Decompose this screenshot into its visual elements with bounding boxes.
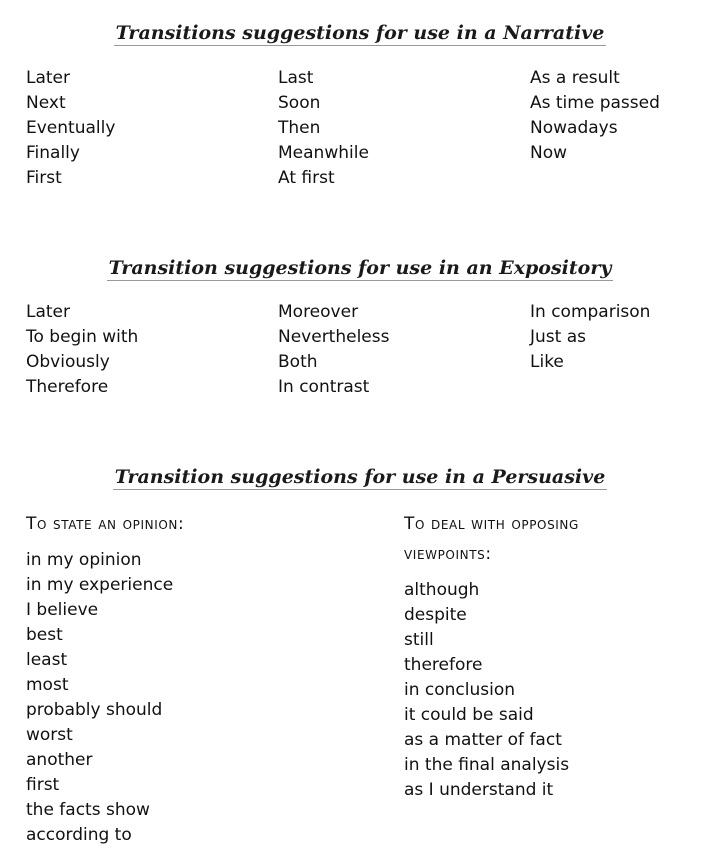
- list-item: Last: [278, 68, 314, 88]
- list-item: Next: [26, 93, 66, 113]
- list-item: Nevertheless: [278, 327, 390, 347]
- list-item: in my experience: [26, 575, 174, 595]
- list-item: the facts show: [26, 800, 150, 820]
- list-item: probably should: [26, 700, 163, 720]
- list-item: Eventually: [26, 118, 116, 138]
- list-item: Nowadays: [530, 118, 618, 138]
- list-item: in conclusion: [404, 680, 516, 700]
- opinion-list: [26, 548, 173, 848]
- list-item: as a matter of fact: [404, 730, 562, 750]
- list-item: first: [26, 775, 60, 795]
- list-item: in the final analysis: [404, 755, 570, 775]
- opposing-subheading: [404, 509, 579, 569]
- expository-heading-text: Transition suggestions for use in an Expository: [108, 257, 612, 279]
- list-item: worst: [26, 725, 73, 745]
- opinion-subheading: To state an opinion:: [26, 514, 185, 534]
- list-item: In comparison: [530, 302, 651, 322]
- narrative-column-3: [530, 66, 660, 166]
- list-item: best: [26, 625, 63, 645]
- list-item: Then: [278, 118, 321, 138]
- persuasive-heading: [0, 466, 720, 490]
- list-item: In contrast: [278, 377, 370, 397]
- list-item: despite: [404, 605, 467, 625]
- expository-column-2: [278, 300, 389, 400]
- list-item: Finally: [26, 143, 80, 163]
- narrative-heading-text: Transitions suggestions for use in a Narrative: [115, 22, 605, 44]
- list-item: Both: [278, 352, 318, 372]
- list-item: Later: [26, 302, 71, 322]
- list-item: At first: [278, 168, 335, 188]
- list-item: First: [26, 168, 62, 188]
- opposing-list: [404, 578, 569, 803]
- list-item: Meanwhile: [278, 143, 369, 163]
- expository-column-3: [530, 300, 650, 375]
- list-item: Like: [530, 352, 564, 372]
- list-item: As a result: [530, 68, 620, 88]
- list-item: as I understand it: [404, 780, 554, 800]
- list-item: therefore: [404, 655, 483, 675]
- narrative-column-1: [26, 66, 115, 191]
- list-item: still: [404, 630, 434, 650]
- list-item: in my opinion: [26, 550, 142, 570]
- expository-heading: [0, 257, 720, 281]
- list-item: most: [26, 675, 69, 695]
- list-item: Just as: [530, 327, 586, 347]
- persuasive-heading-text: Transition suggestions for use in a Persuasive: [114, 466, 606, 488]
- list-item: Later: [26, 68, 71, 88]
- list-item: Therefore: [26, 377, 109, 397]
- list-item: Obviously: [26, 352, 110, 372]
- opposing-subheading-line-2: viewpoints:: [404, 544, 492, 564]
- list-item: another: [26, 750, 93, 770]
- narrative-heading: [0, 22, 720, 46]
- list-item: To begin with: [26, 327, 139, 347]
- list-item: Now: [530, 143, 568, 163]
- list-item: although: [404, 580, 480, 600]
- list-item: least: [26, 650, 68, 670]
- narrative-column-2: [278, 66, 369, 191]
- list-item: Moreover: [278, 302, 359, 322]
- list-item: according to: [26, 825, 132, 845]
- list-item: As time passed: [530, 93, 660, 113]
- expository-column-1: [26, 300, 138, 400]
- opposing-subheading-line-1: To deal with opposing: [404, 514, 579, 534]
- list-item: I believe: [26, 600, 99, 620]
- list-item: it could be said: [404, 705, 534, 725]
- list-item: Soon: [278, 93, 321, 113]
